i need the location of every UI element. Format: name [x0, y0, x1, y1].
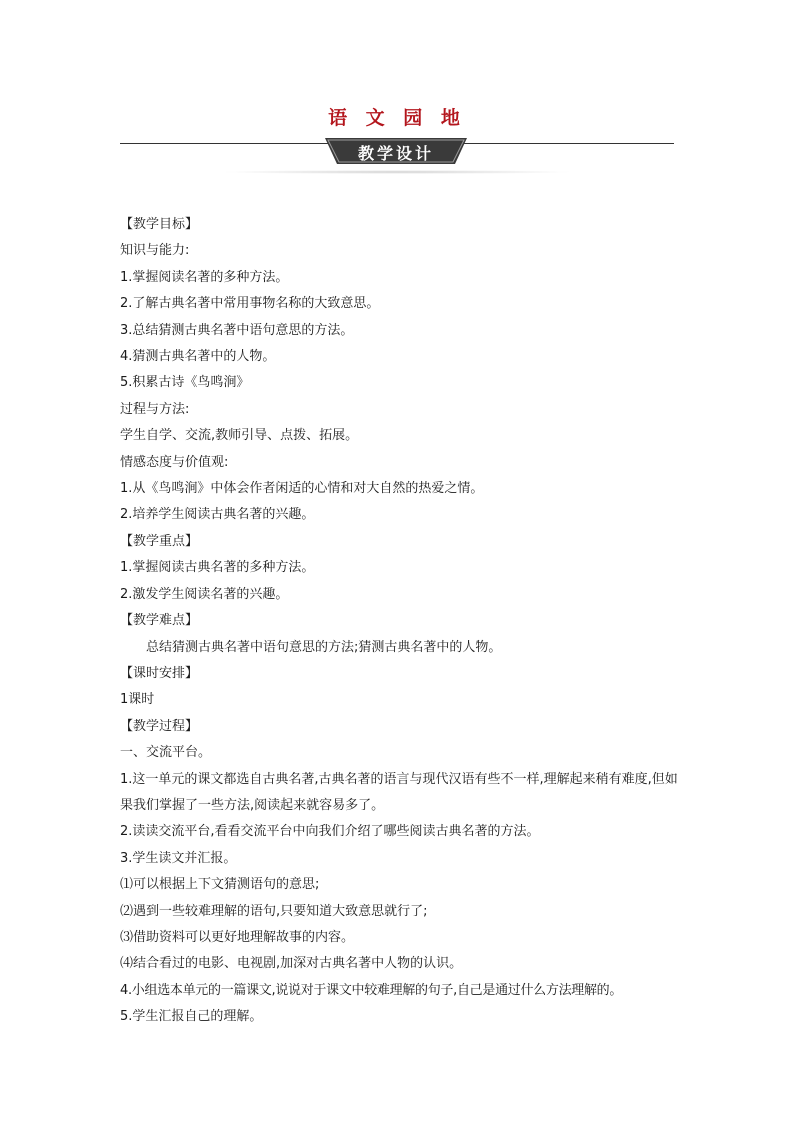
- paragraph: 学生自学、交流,教师引导、点拨、拓展。: [120, 428, 359, 444]
- list-item: 1.这一单元的课文都选自古典名著,古典名著的语言与现代汉语有些不一样,理解起来稍有难度,但如果我们掌握了一些方法,阅读起来就容易多了。: [120, 771, 678, 813]
- list-item: 1.掌握阅读名著的多种方法。: [120, 269, 289, 285]
- lesson-body: [120, 212, 680, 1031]
- sub-list-item: ⑶借助资料可以更好地理解故事的内容。: [120, 929, 355, 945]
- list-item: 4.小组选本单元的一篇课文,说说对于课文中较难理解的句子,自己是通过什么方法理解的。: [120, 982, 623, 998]
- heading-process: 【教学过程】: [120, 718, 199, 734]
- heading-key-points: 【教学重点】: [120, 533, 199, 549]
- banner-shadow: [220, 170, 574, 174]
- list-item: 1.掌握阅读古典名著的多种方法。: [120, 560, 315, 576]
- list-item: 2.激发学生阅读名著的兴趣。: [120, 586, 289, 602]
- section-banner: [120, 134, 674, 184]
- heading-objectives: 【教学目标】: [120, 217, 199, 232]
- sub-list-item: ⑷结合看过的电影、电视剧,加深对古典名著中人物的认识。: [120, 956, 463, 972]
- list-item: 2.读读交流平台,看看交流平台中向我们介绍了哪些阅读古典名著的方法。: [120, 824, 540, 840]
- heading-schedule: 【课时安排】: [120, 665, 199, 681]
- subheading-emotion: 情感态度与价值观:: [120, 454, 229, 470]
- list-item: 4.猜测古典名著中的人物。: [120, 349, 276, 365]
- list-item: 1.从《鸟鸣涧》中体会作者闲适的心情和对大自然的热爱之情。: [120, 481, 484, 497]
- list-item: 5.积累古诗《鸟鸣涧》: [120, 375, 250, 391]
- subheading-process: 过程与方法:: [120, 401, 190, 417]
- page-title: 语 文 园 地: [328, 107, 466, 129]
- paragraph: 1课时: [120, 692, 155, 708]
- list-item: 2.了解古典名著中常用事物名称的大致意思。: [120, 296, 380, 312]
- list-item: 3.总结猜测古典名著中语句意思的方法。: [120, 322, 354, 338]
- banner-label: 教学设计: [357, 144, 434, 163]
- banner-plate: [325, 138, 467, 164]
- section-heading: 一、交流平台。: [120, 745, 212, 761]
- sub-list-item: ⑴可以根据上下文猜测语句的意思;: [120, 877, 320, 893]
- sub-list-item: ⑵遇到一些较难理解的语句,只要知道大致意思就行了;: [120, 903, 428, 919]
- paragraph: 总结猜测古典名著中语句意思的方法;猜测古典名著中的人物。: [146, 639, 502, 655]
- list-item: 2.培养学生阅读古典名著的兴趣。: [120, 507, 315, 523]
- subheading-knowledge: 知识与能力:: [120, 243, 190, 259]
- heading-difficulties: 【教学难点】: [120, 613, 199, 629]
- list-item: 3.学生读文并汇报。: [120, 850, 237, 866]
- list-item: 5.学生汇报自己的理解。: [120, 1009, 263, 1025]
